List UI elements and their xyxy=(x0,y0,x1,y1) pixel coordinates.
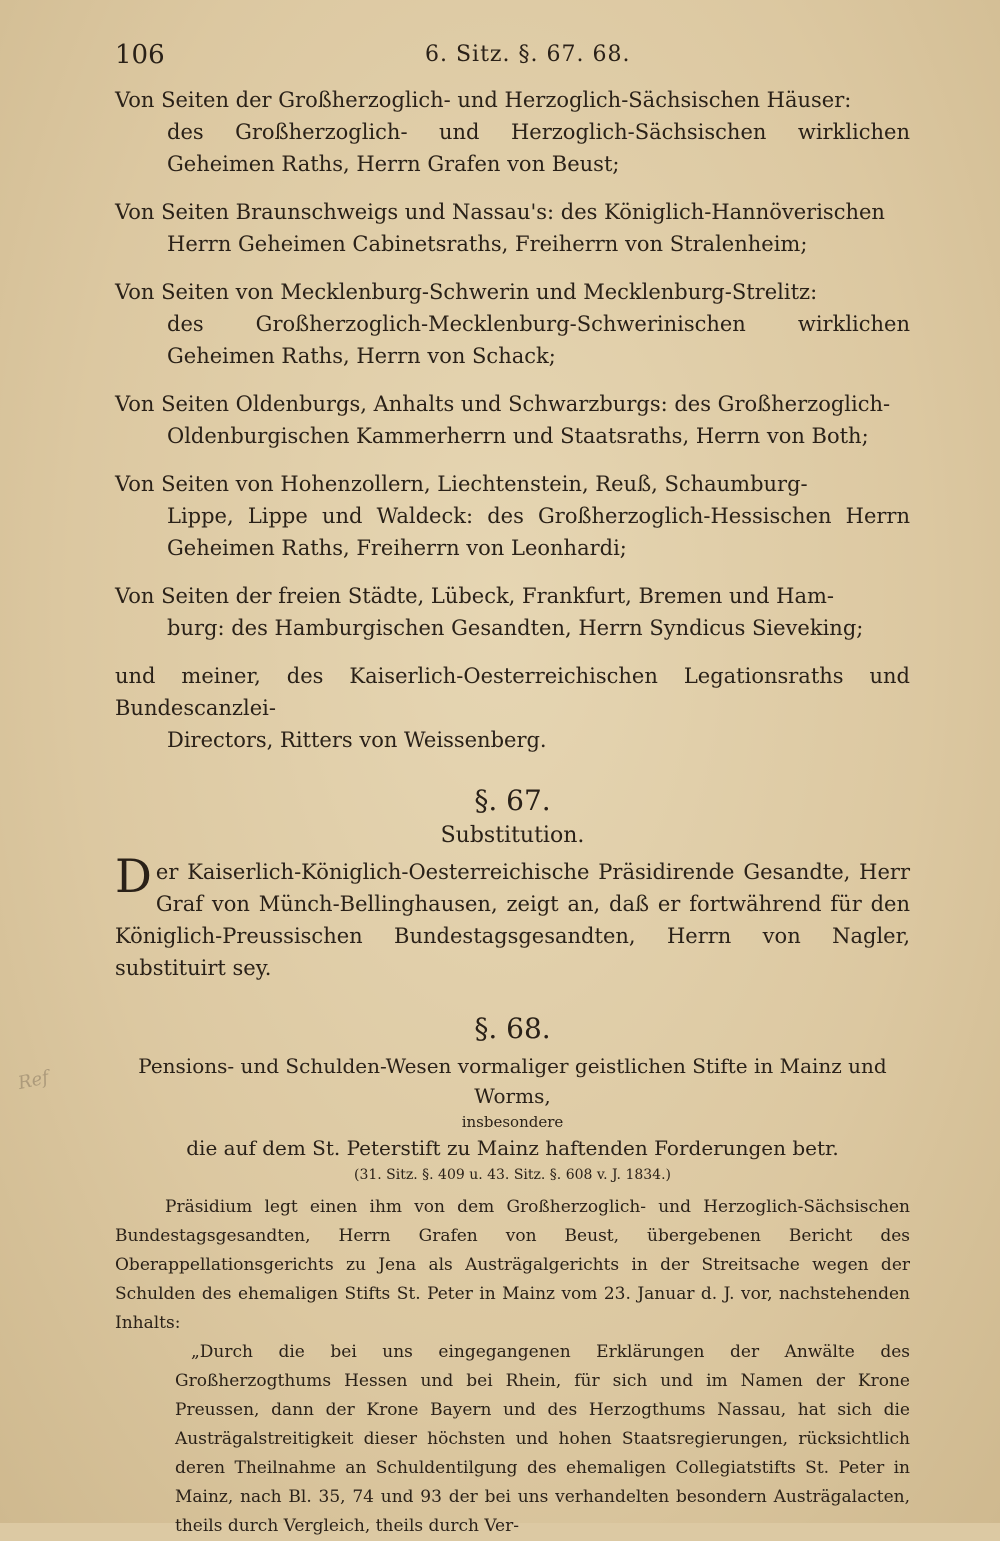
section-67-text xyxy=(115,849,910,984)
section-67-mark: §. 67. xyxy=(474,784,551,817)
delegate-paragraph xyxy=(115,660,910,756)
drop-cap: D xyxy=(115,849,152,903)
paragraph-first-line: Von Seiten der Großherzoglich- und Herzoglich-Sächsischen Häuser: xyxy=(115,88,852,112)
paragraph-continuation: Lippe, Lippe und Waldeck: des Großherzoglich-Hessischen Herrn Geheimen Raths, Freiherrn von Leonhardi; xyxy=(167,504,910,560)
running-head: 6. Sitz. §. 67. 68. xyxy=(425,42,631,67)
section-67-title: Substitution. xyxy=(440,823,585,848)
delegate-paragraph xyxy=(115,276,910,372)
section-68-reference: (31. Sitz. §. 409 u. 43. Sitz. §. 608 v. J. 1834.) xyxy=(353,1167,671,1183)
paragraph-continuation: des Großherzoglich- und Herzoglich-Sächsischen wirklichen Geheimen Raths, Herrn Grafen von Beust; xyxy=(167,120,910,176)
margin-note: Ref xyxy=(16,1067,51,1094)
paragraph-continuation: Herrn Geheimen Cabinetsraths, Freiherrn von Stralenheim; xyxy=(167,232,808,256)
paragraph-continuation: des Großherzoglich-Mecklenburg-Schwerinischen wirklichen Geheimen Raths, Herrn von Schack; xyxy=(167,312,910,368)
paragraph-first-line: Von Seiten Oldenburgs, Anhalts und Schwarzburgs: des Großherzoglich- xyxy=(115,392,891,416)
page-header xyxy=(115,40,915,76)
section-67-body: er Kaiserlich-Königlich-Oesterreichische Präsidirende Gesandte, Herr Graf von Münch-Bellinghausen, zeigt an, daß er fortwährend für den Königlich-Preussischen Bundestagsgesandten, Herrn von Nagler, substituirt sey. xyxy=(115,860,910,980)
paragraph-first-line: Von Seiten der freien Städte, Lübeck, Frankfurt, Bremen und Ham- xyxy=(115,584,834,608)
section-68-subject xyxy=(115,1051,910,1163)
paragraph-continuation: Directors, Ritters von Weissenberg. xyxy=(167,728,547,752)
section-68-mark: §. 68. xyxy=(474,1012,551,1045)
delegate-paragraph xyxy=(115,84,910,180)
subject-small: insbesondere xyxy=(461,1113,564,1131)
subject-line-1: Pensions- und Schulden-Wesen vormaliger geistlichen Stifte in Mainz und Worms, xyxy=(138,1054,887,1108)
paragraph-continuation: Oldenburgischen Kammerherrn und Staatsraths, Herrn von Both; xyxy=(167,424,869,448)
paragraph-first-line: und meiner, des Kaiserlich-Oesterreichischen Legationsraths und Bundescanzlei- xyxy=(115,664,910,720)
delegate-paragraph xyxy=(115,468,910,564)
page-number: 106 xyxy=(115,40,165,70)
delegate-paragraph xyxy=(115,196,910,260)
paragraph-continuation: burg: des Hamburgischen Gesandten, Herrn Syndicus Sieveking; xyxy=(167,616,864,640)
paragraph-first-line: Von Seiten von Mecklenburg-Schwerin und Mecklenburg-Strelitz: xyxy=(115,280,818,304)
delegate-paragraph xyxy=(115,580,910,644)
paragraph-first-line: Von Seiten von Hohenzollern, Liechtenstein, Reuß, Schaumburg- xyxy=(115,472,808,496)
section-68-quote: „Durch die bei uns eingegangenen Erklärungen der Anwälte des Großherzogthums Hessen und bei Rhein, für sich und im Namen der Krone Preussen, dann der Krone Bayern und des Herzogthums Nassau, hat sich die Austrägalstreitigkeit dieser höchsten und hohen Staatsregierungen, rücksichtlich deren Theilnahme an Schuldentilgung des ehemaligen Collegiatstifts St. Peter in Mainz, nach Bl. 35, 74 und 93 der bei uns verhandelten besondern Austrägalacten, theils durch Vergleich, theils durch Ver- xyxy=(175,1342,910,1536)
delegate-paragraph xyxy=(115,388,910,452)
subject-line-2: die auf dem St. Peterstift zu Mainz haftenden Forderungen betr. xyxy=(186,1136,839,1160)
paragraph-first-line: Von Seiten Braunschweigs und Nassau's: des Königlich-Hannöverischen xyxy=(115,200,885,224)
page-body xyxy=(115,84,910,1541)
section-68-main-text: Präsidium legt einen ihm von dem Großherzoglich- und Herzoglich-Sächsischen Bundestagsgesandten, Herrn Grafen von Beust, übergebenen Bericht des Oberappellationsgerichts zu Jena als Austrägalgerichts in der Streitsache wegen der Schulden des ehemaligen Stifts St. Peter in Mainz vom 23. Januar d. J. vor, nachstehenden Inhalts: xyxy=(115,1197,910,1333)
